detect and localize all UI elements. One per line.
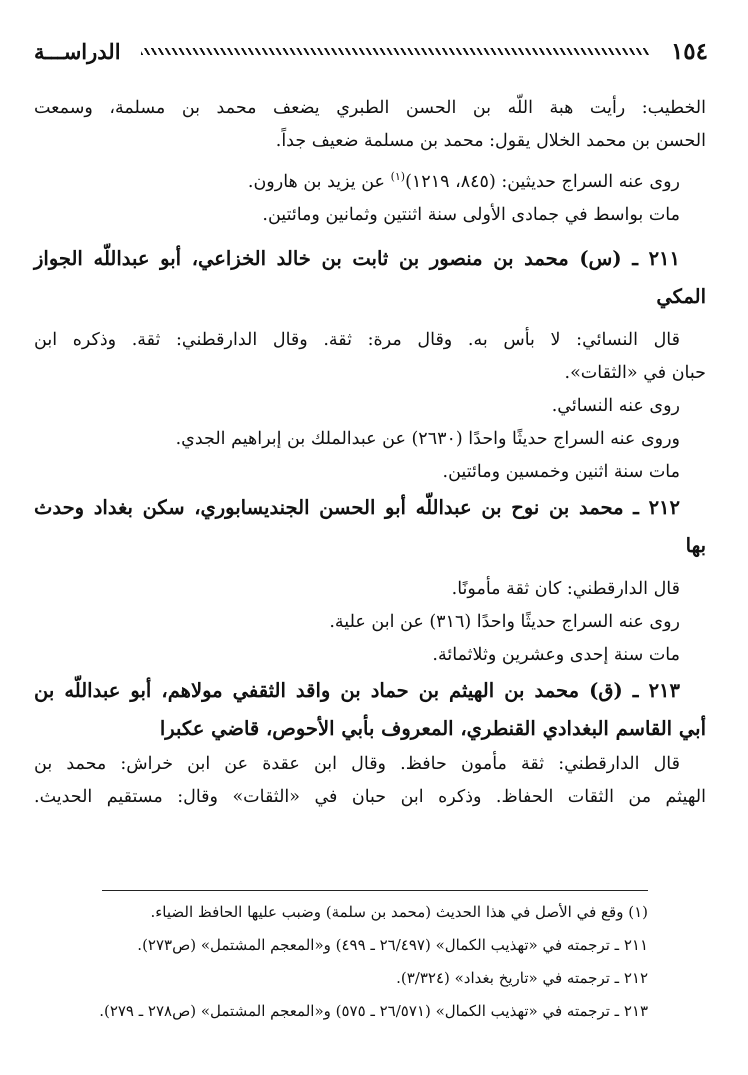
footnote-marker: (١): [390, 170, 406, 184]
footnote-212: ٢١٢ ـ ترجمته في «تاريخ بغداد» (٣/٣٢٤).: [396, 969, 648, 987]
page-header: [34, 34, 708, 68]
entry-heading-213: ٢١٣ ـ (ق) محمد بن الهيثم بن حماد بن واقد الثقفي مولاهم، أبو عبداللّه بن: [34, 679, 680, 702]
paragraph-line: قال الدارقطني: كان ثقة مأمونًا.: [451, 579, 680, 599]
paragraph-line: قال النسائي: لا بأس به. وقال مرة: ثقة. وقال الدارقطني: ثقة. وذكره ابن: [34, 330, 680, 350]
entry-heading-211: ٢١١ ـ (س) محمد بن منصور بن ثابت بن خالد الخزاعي، أبو عبداللّه الجواز: [34, 247, 680, 270]
footnote-213: ٢١٣ ـ ترجمته في «تهذيب الكمال» (٢٦/٥٧١ ـ ٥٧٥) و«المعجم المشتمل» (ص٢٧٨ ـ ٢٧٩).: [99, 1002, 648, 1020]
paragraph-line: حبان في «الثقات».: [564, 363, 706, 383]
paragraph-text: عن يزيد بن هارون.: [247, 172, 391, 192]
footnotes: [44, 896, 648, 1028]
paragraph-text: روى عنه السراج حديثين: (٨٤٥، ١٢١٩): [405, 172, 680, 192]
footnote-211: ٢١١ ـ ترجمته في «تهذيب الكمال» (٢٦/٤٩٧ ـ ٤٩٩) و«المعجم المشتمل» (ص٢٧٣).: [137, 936, 648, 954]
paragraph-line: الحسن بن محمد الخلال يقول: محمد بن مسلمة ضعيف جداً.: [275, 131, 706, 151]
paragraph-line: مات سنة اثنين وخمسين ومائتين.: [442, 462, 680, 482]
entry-heading-212-cont: بها: [685, 534, 706, 557]
entry-heading-211-cont: المكي: [656, 285, 706, 308]
paragraph-line: الهيثم من الثقات الحفاظ. وذكره ابن حبان في «الثقات» وقال: مستقيم الحديث.: [34, 787, 706, 807]
entry-heading-213-cont: أبي القاسم البغدادي القنطري، المعروف بأبي الأحوص، قاضي عكبرا: [159, 717, 706, 740]
paragraph-line: وروى عنه السراج حديثًا واحدًا (٢٦٣٠) عن عبدالملك بن إبراهيم الجدي.: [175, 429, 680, 449]
paragraph-line: روى عنه النسائي.: [551, 396, 680, 416]
paragraph-line: الخطيب: رأيت هبة اللّه بن الحسن الطبري يضعف محمد بن مسلمة، وسمعت: [34, 98, 706, 118]
running-title: الدراســـة: [34, 38, 121, 64]
paragraph-line: روى عنه السراج حديثًا واحدًا (٣١٦) عن ابن علية.: [329, 612, 680, 632]
paragraph-line: مات بواسط في جمادى الأولى سنة اثنتين وثمانين ومائتين.: [262, 205, 680, 225]
entry-heading-212: ٢١٢ ـ محمد بن نوح بن عبداللّه أبو الحسن الجنديسابوري، سكن بغداد وحدث: [34, 496, 680, 519]
footnote-separator: [102, 890, 648, 891]
paragraph-line: [34, 166, 706, 199]
body-text: [34, 92, 706, 814]
paragraph-line: مات سنة إحدى وعشرين وثلاثمائة.: [432, 645, 680, 665]
page-number: ١٥٤: [670, 37, 708, 65]
paragraph-line: قال الدارقطني: ثقة مأمون حافظ. وقال ابن عقدة عن ابن خراش: محمد بن: [34, 754, 680, 774]
footnote-1: (١) وقع في الأصل في هذا الحديث (محمد بن سلمة) وضبب عليها الحافظ الضياء.: [150, 903, 648, 921]
header-rule: [141, 48, 649, 55]
